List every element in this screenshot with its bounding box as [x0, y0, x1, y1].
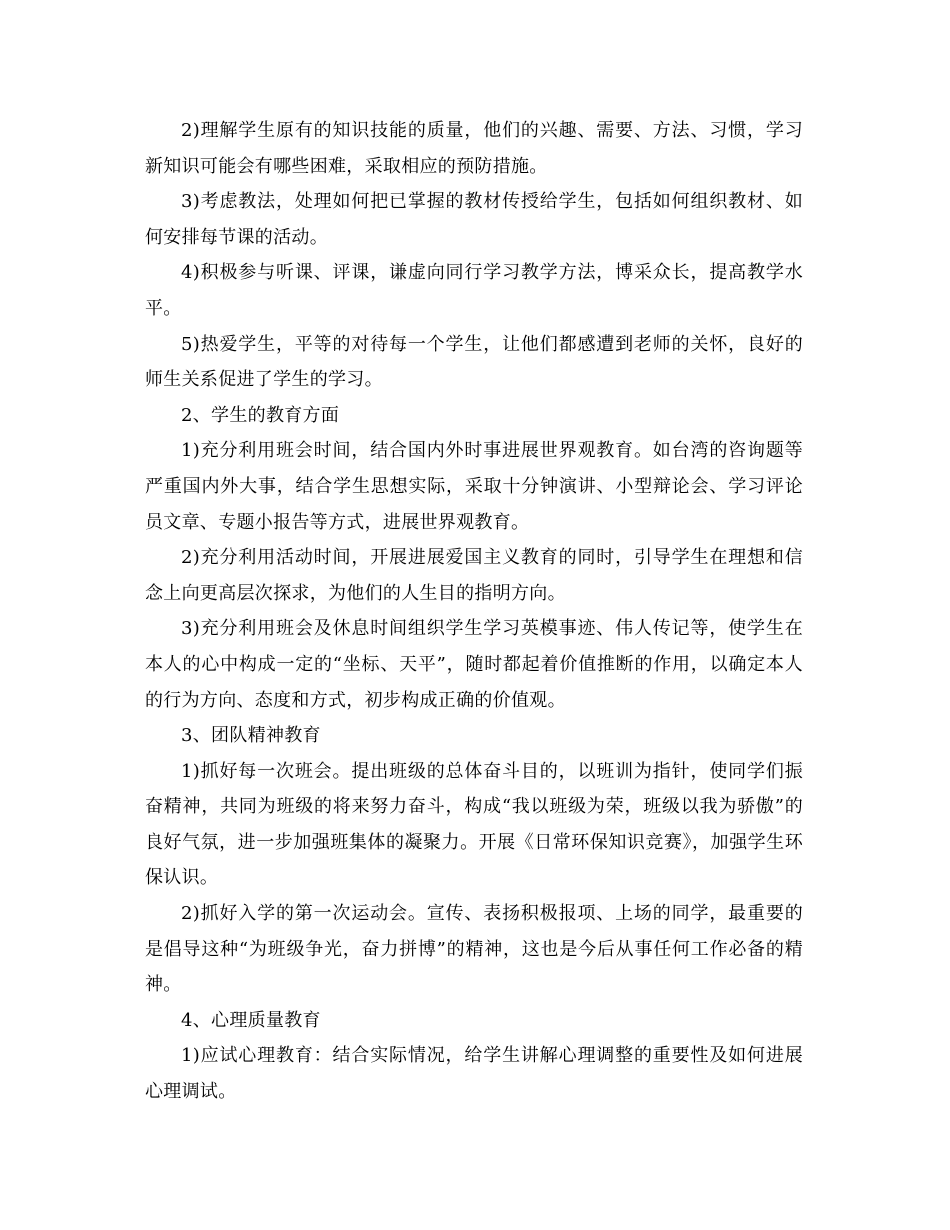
paragraph-student-education-1: 1)充分利用班会时间，结合国内外时事进展世界观教育。如台湾的咨询题等严重国内外大事，结合学生思想实际，采取十分钟演讲、小型辩论会、学习评论员文章、专题小报告等方式，进展世界观教育。 — [145, 440, 803, 533]
paragraph-teaching-method-2: 2)理解学生原有的知识技能的质量，他们的兴趣、需要、方法、习惯，学习新知识可能会有哪些困难，采取相应的预防措施。 — [145, 120, 803, 177]
paragraph-teaching-method-4: 4)积极参与听课、评课，谦虚向同行学习教学方法，博采众长，提高教学水平。 — [145, 262, 803, 319]
paragraph-teaching-method-3: 3)考虑教法，处理如何把已掌握的教材传授给学生，包括如何组织教材、如何安排每节课的活动。 — [145, 191, 803, 248]
paragraph-team-spirit-2: 2)抓好入学的第一次运动会。宣传、表扬积极报项、上场的同学，最重要的是倡导这种“为班级争光，奋力拼博”的精神，这也是今后从事任何工作必备的精神。 — [145, 903, 803, 996]
section-heading-student-education: 2、学生的教育方面 — [181, 404, 340, 426]
paragraph-student-education-3: 3)充分利用班会及休息时间组织学生学习英模事迹、伟人传记等，使学生在本人的心中构成一定的“坐标、天平”，随时都起着价值推断的作用，以确定本人的行为方向、态度和方式，初步构成正确的价值观。 — [145, 618, 803, 711]
paragraph-team-spirit-1: 1)抓好每一次班会。提出班级的总体奋斗目的，以班训为指针，使同学们振奋精神，共同为班级的将来努力奋斗，构成“我以班级为荣，班级以我为骄傲”的良好气氛，进一步加强班集体的凝聚力。开展《日常环保知识竞赛》，加强学生环保认识。 — [145, 760, 803, 889]
section-heading-psychology: 4、心理质量教育 — [181, 1009, 321, 1031]
section-heading-team-spirit: 3、团队精神教育 — [181, 725, 321, 747]
paragraph-student-education-2: 2)充分利用活动时间，开展进展爱国主义教育的同时，引导学生在理想和信念上向更高层次探求，为他们的人生目的指明方向。 — [145, 547, 803, 604]
document-body — [145, 113, 803, 1110]
paragraph-teaching-method-5: 5)热爱学生，平等的对待每一个学生，让他们都感遭到老师的关怀，良好的师生关系促进了学生的学习。 — [145, 333, 803, 391]
paragraph-psychology-1: 1)应试心理教育：结合实际情况，给学生讲解心理调整的重要性及如何进展心理调试。 — [145, 1045, 803, 1103]
